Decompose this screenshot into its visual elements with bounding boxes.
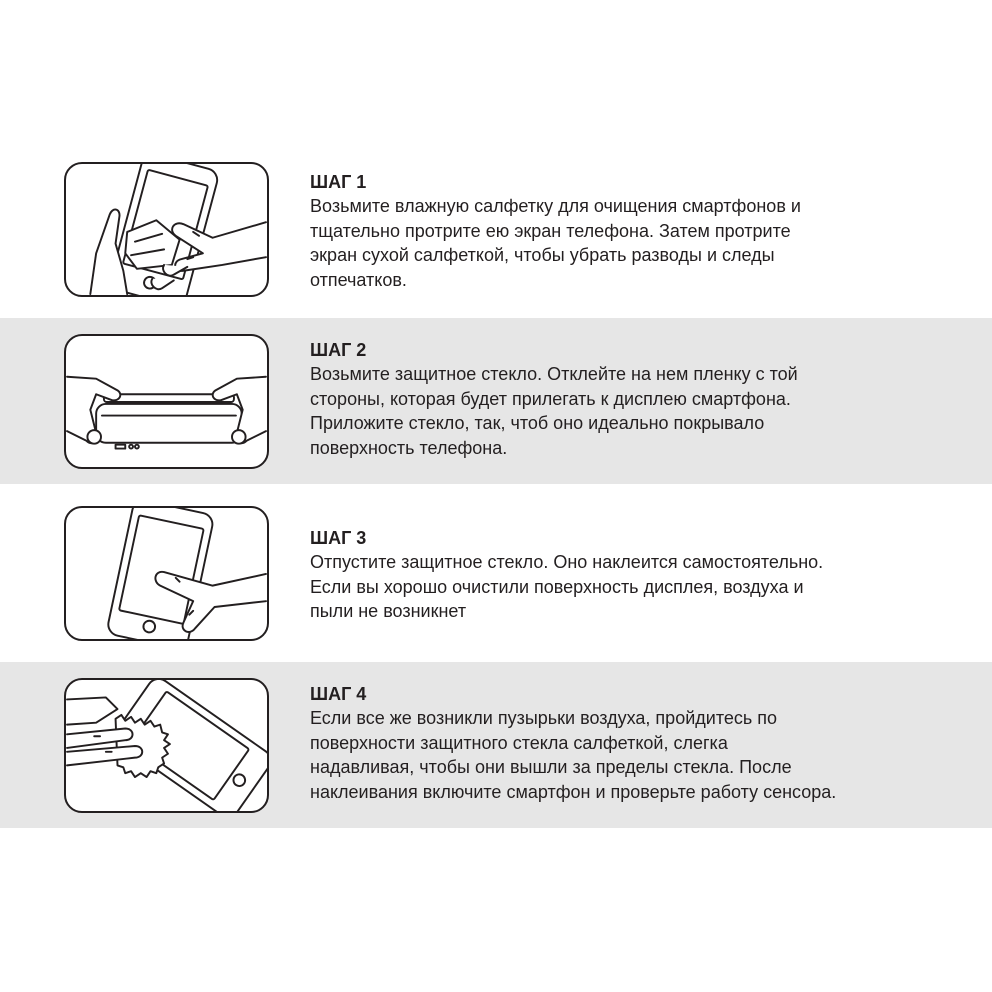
step-2-text (310, 338, 950, 460)
step-1-text (310, 170, 950, 292)
step-3-text (310, 526, 950, 624)
step-title: ШАГ 1 (310, 172, 367, 192)
step-3 (0, 484, 992, 662)
step-title: ШАГ 4 (310, 684, 367, 704)
step-2 (0, 318, 992, 484)
step-title: ШАГ 2 (310, 340, 367, 360)
remove-air-bubbles-icon (64, 678, 269, 813)
step-description: Отпустите защитное стекло. Оно наклеится самостоятельно. Если вы хорошо очистили поверхность дисплея, воздуха и пыли не возникнет (310, 552, 824, 621)
step-description: Если все же возникли пузырьки воздуха, пройдитесь по поверхности защитного стекла салфеткой, слегка надавливая, чтобы они вышли за пределы стекла. После наклеивания включите смартфон и проверьте работу сенсора. (310, 708, 837, 802)
step-description: Возьмите защитное стекло. Отклейте на нем пленку с той стороны, которая будет прилегать к дисплею смартфона. Приложите стекло, так, чтоб оно идеально покрывало поверхность телефона. (310, 364, 798, 458)
step-4-text (310, 682, 950, 804)
step-description: Возьмите влажную салфетку для очищения смартфонов и тщательно протрите ею экран телефона. Затем протрите экран сухой салфеткой, чтобы убрать разводы и следы отпечатков. (310, 196, 801, 290)
wipe-screen-with-wet-cloth-icon (64, 162, 269, 297)
release-glass-icon (64, 506, 269, 641)
step-4 (0, 662, 992, 828)
step-title: ШАГ 3 (310, 528, 367, 548)
apply-protective-glass-icon (64, 334, 269, 469)
step-1 (0, 152, 992, 318)
